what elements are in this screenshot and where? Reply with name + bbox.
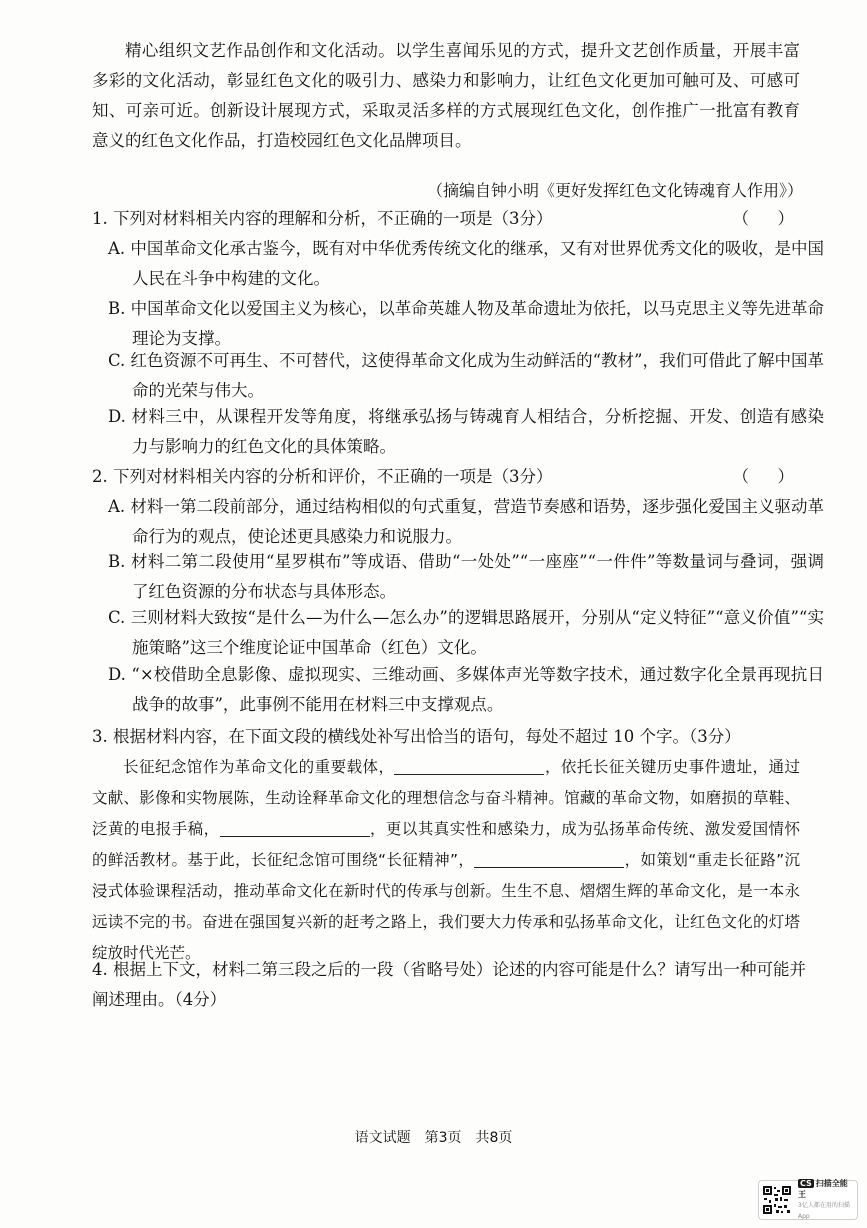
- q2-option-a: A. 材料一第二段前部分，通过结构相似的句式重复，营造节奏感和语势，逐步强化爱国主义驱动革命行为的观点，使论述更具感染力和说服力。: [108, 497, 824, 546]
- question-2-stem: 2. 下列对材料相关内容的分析和评价，不正确的一项是（3分）: [92, 467, 553, 486]
- answer-blank-2[interactable]: [220, 818, 370, 837]
- question-3-passage: [92, 752, 800, 969]
- question-1: [92, 204, 808, 234]
- answer-blank-3[interactable]: [474, 849, 624, 868]
- q2-option-d: D. “×校借助全息影像、虚拟现实、三维动画、多媒体声光等数字技术，通过数字化全景再现抗日战争的故事”，此事例不能用在材料三中支撑观点。: [108, 665, 824, 714]
- q1-option-b: B. 中国革命文化以爱国主义为核心，以革命英雄人物及革命遗址为依托，以马克思主义等先进革命理论为支撑。: [108, 299, 824, 348]
- question-3: [92, 722, 808, 752]
- scanner-watermark: [758, 1180, 858, 1220]
- question-2-answer-paren: （ ）: [732, 467, 800, 486]
- qr-code-icon: [762, 1185, 792, 1215]
- question-1-answer-paren: （ ）: [732, 209, 800, 228]
- q1-option-d: D. 材料三中，从课程开发等角度，将继承弘扬与铸魂育人相结合，分析挖掘、开发、创造有感染力与影响力的红色文化的具体策略。: [108, 407, 824, 456]
- watermark-badge: [798, 1178, 854, 1200]
- material-source: （摘编自钟小明《更好发挥红色文化铸魂育人作用》）: [426, 181, 803, 200]
- watermark-text: [798, 1178, 854, 1222]
- q3-text-3: ，更以其真实性和感染力，成为弘扬革命传统、激发爱国情怀的鲜活教材。基于此，长征纪念馆可围绕“长征精神”，: [92, 820, 800, 869]
- cs-logo-icon: CS: [800, 1179, 812, 1188]
- q2-option-c: C. 三则材料大致按“是什么—为什么—怎么办”的逻辑思路展开，分别从“定义特征”“意义价值”“实施策略”这三个维度论证中国革命（红色）文化。: [108, 608, 824, 657]
- question-3-stem: 3. 根据材料内容，在下面文段的横线处补写出恰当的语句，每处不超过 10 个字。（3分）: [92, 727, 741, 746]
- question-2: [92, 462, 808, 492]
- question-1-stem: 1. 下列对材料相关内容的理解和分析，不正确的一项是（3分）: [92, 209, 553, 228]
- page-footer: 语文试题 第3页 共8页: [354, 1130, 513, 1146]
- q1-option-c: C. 红色资源不可再生、不可替代，这使得革命文化成为生动鲜活的“教材”，我们可借此了解中国革命的光荣与伟大。: [108, 351, 824, 400]
- watermark-app-name: 扫描全能王: [798, 1179, 848, 1199]
- watermark-subtitle: 3亿人都在用的扫描App: [798, 1202, 850, 1220]
- q3-text-1: 长征纪念馆作为革命文化的重要载体，: [123, 758, 395, 776]
- q2-option-b: B. 材料二第二段使用“星罗棋布”等成语、借助“一处处”“一座座”“一件件”等数量词与叠词，强调了红色资源的分布状态与具体形态。: [108, 552, 824, 601]
- q1-option-a: A. 中国革命文化承古鉴今，既有对中华优秀传统文化的继承，又有对世界优秀文化的吸收，是中国人民在斗争中构建的文化。: [108, 239, 824, 288]
- q3-text-4: ，如策划“重走长征路”沉浸式体验课程活动，推动革命文化在新时代的传承与创新。生生不息、熠熠生辉的革命文化，是一本永远读不完的书。奋进在强国复兴新的赶考之路上，我们要大力传承和弘扬革命文化，让红色文化的灯塔绽放时代光芒。: [92, 851, 801, 962]
- material-paragraph: 精心组织文艺作品创作和文化活动。以学生喜闻乐见的方式，提升文艺创作质量，开展丰富多彩的文化活动，彰显红色文化的吸引力、感染力和影响力，让红色文化更加可触可及、可感可知、可亲可近。创新设计展现方式，采取灵活多样的方式展现红色文化，创作推广一批富有教育意义的红色文化作品，打造校园红色文化品牌项目。: [92, 41, 800, 150]
- question-4-stem: 4. 根据上下文，材料二第三段之后的一段（省略号处）论述的内容可能是什么？请写出一种可能并阐述理由。（4分）: [92, 960, 806, 1009]
- q3-text-2: ，依托长征关键历史事件遗址，通过文献、影像和实物展陈，生动诠释革命文化的理想信念与奋斗精神。馆藏的革命文物，如磨损的草鞋、泛黄的电报手稿，: [92, 758, 800, 838]
- answer-blank-1[interactable]: [394, 756, 544, 775]
